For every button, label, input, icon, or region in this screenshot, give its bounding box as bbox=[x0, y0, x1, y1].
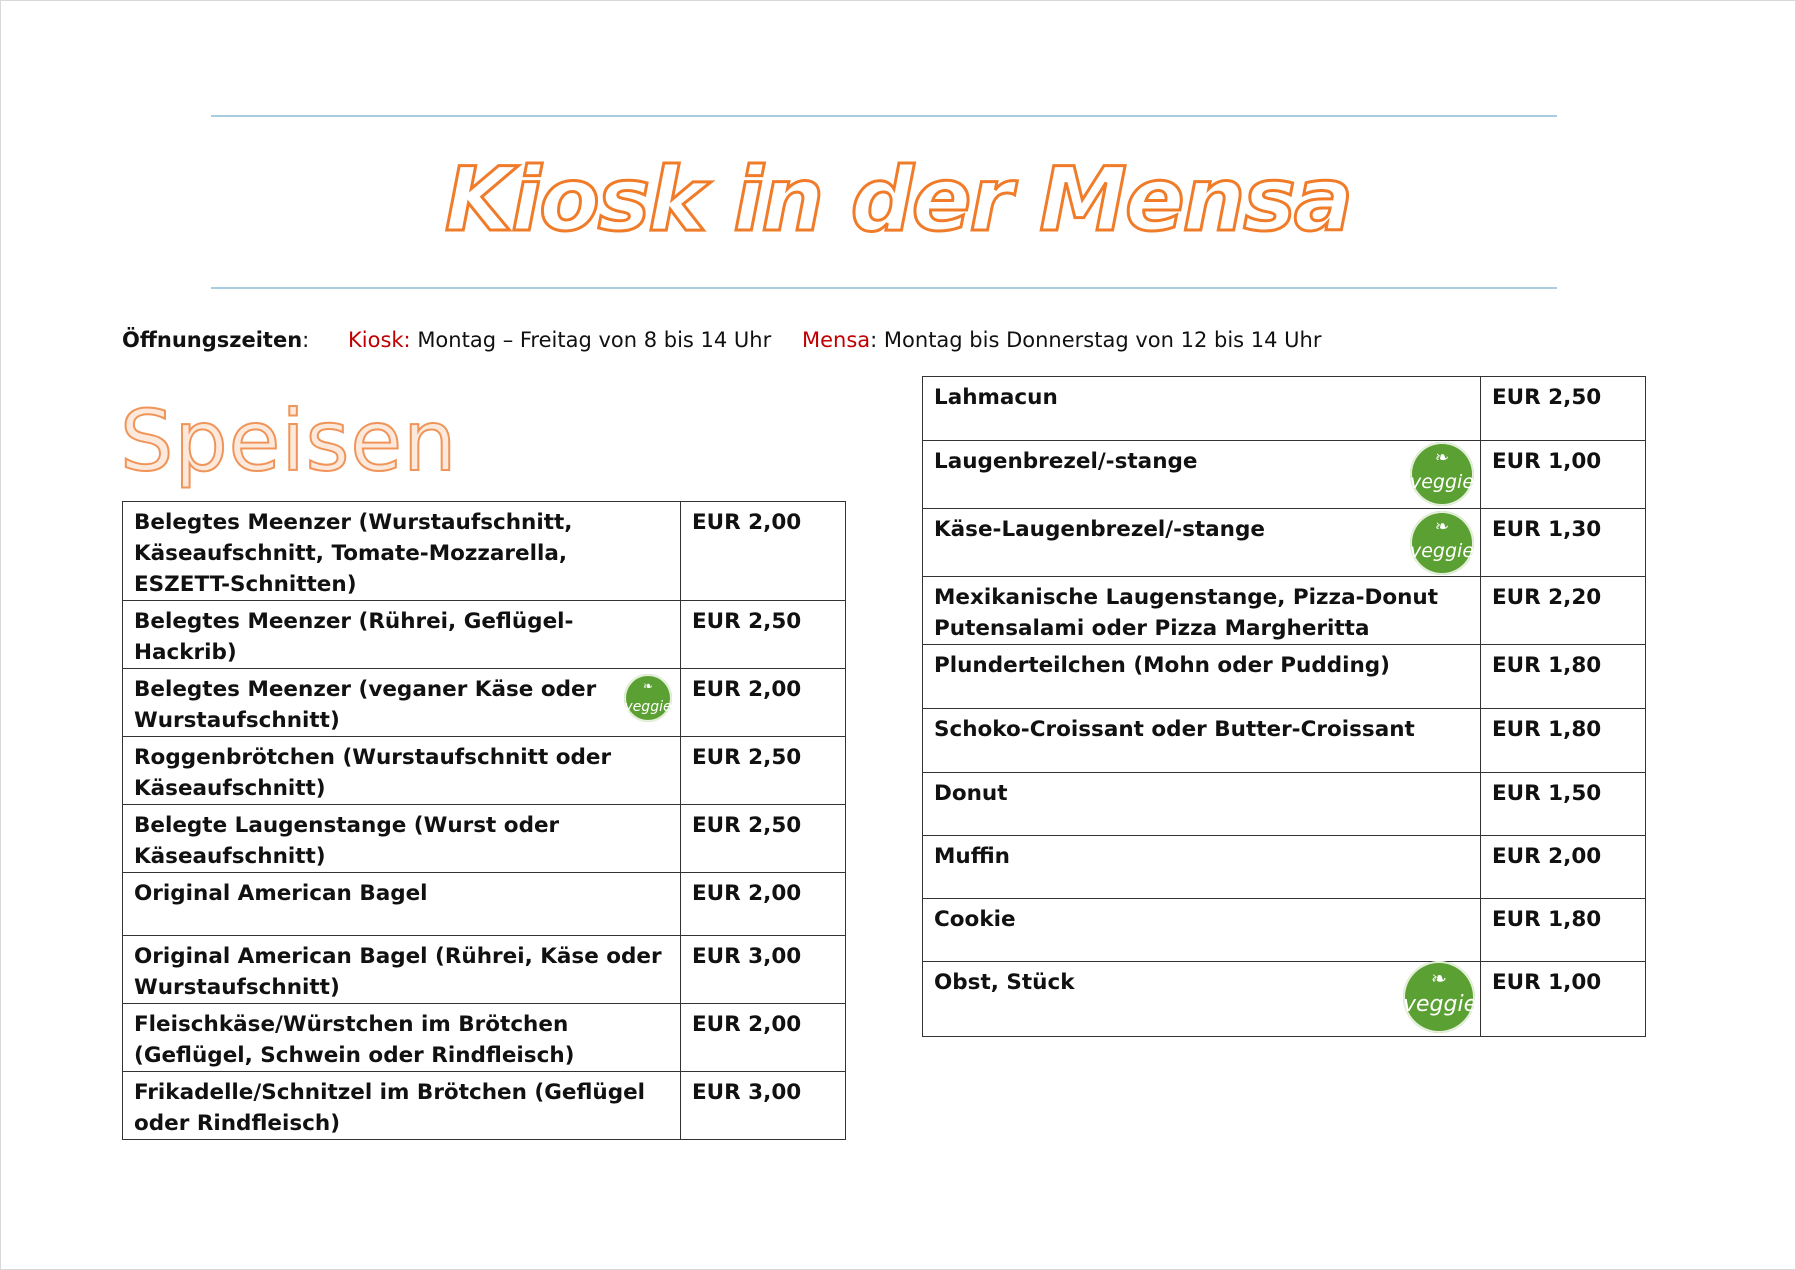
kiosk-hours-text: Montag – Freitag von 8 bis 14 Uhr bbox=[410, 328, 772, 352]
top-divider bbox=[211, 115, 1557, 117]
menu-item-price-cell bbox=[681, 805, 846, 873]
menu-item-name-cell bbox=[923, 441, 1481, 509]
veggie-badge-icon bbox=[1410, 442, 1474, 506]
menu-item-name: Original American Bagel (Rührei, Käse oder Wurstaufschnitt) bbox=[134, 944, 662, 1000]
veggie-badge-text: veggie bbox=[624, 699, 672, 715]
menu-item-price-cell bbox=[681, 873, 846, 936]
menu-item-price: EUR 2,00 bbox=[692, 1012, 802, 1037]
leaf-icon: ❧ bbox=[1431, 968, 1447, 990]
menu-item-price: EUR 2,20 bbox=[1492, 585, 1602, 610]
menu-item-price-cell bbox=[1481, 377, 1646, 441]
menu-row bbox=[123, 601, 846, 669]
veggie-badge-text: veggie bbox=[1410, 540, 1475, 562]
menu-item-name: Original American Bagel bbox=[134, 881, 428, 906]
menu-item-name: Cookie bbox=[934, 907, 1016, 932]
veggie-badge-text: veggie bbox=[1410, 471, 1475, 493]
mensa-hours-text: : Montag bis Donnerstag von 12 bis 14 Uhr bbox=[870, 328, 1322, 352]
mensa-hours-label: Mensa bbox=[802, 328, 871, 352]
menu-item-price: EUR 1,30 bbox=[1492, 517, 1602, 542]
menu-item-name-cell bbox=[923, 899, 1481, 962]
menu-row bbox=[123, 1004, 846, 1072]
menu-row bbox=[923, 377, 1646, 441]
menu-row bbox=[923, 441, 1646, 509]
menu-row bbox=[923, 899, 1646, 962]
leaf-icon: ❧ bbox=[1434, 517, 1450, 537]
menu-item-price: EUR 2,00 bbox=[692, 677, 802, 702]
veggie-badge-icon bbox=[1410, 511, 1474, 575]
menu-item-name-cell bbox=[123, 873, 681, 936]
menu-item-name: Käse-Laugenbrezel/-stange bbox=[934, 517, 1265, 542]
menu-item-price: EUR 1,80 bbox=[1492, 717, 1602, 742]
menu-item-price-cell bbox=[681, 502, 846, 601]
menu-item-name-cell bbox=[123, 669, 681, 737]
menu-item-price: EUR 2,50 bbox=[692, 813, 802, 838]
menu-item-price-cell bbox=[1481, 899, 1646, 962]
leaf-icon: ❧ bbox=[642, 679, 654, 693]
menu-item-name-cell bbox=[923, 962, 1481, 1037]
menu-item-price: EUR 2,00 bbox=[692, 510, 802, 535]
page-title: Kiosk in der Mensa bbox=[444, 148, 1352, 251]
menu-item-price-cell bbox=[1481, 709, 1646, 773]
menu-item-price-cell bbox=[1481, 773, 1646, 836]
menu-item-price-cell bbox=[1481, 962, 1646, 1037]
menu-item-name: Frikadelle/Schnitzel im Brötchen (Geflügel oder Rindfleisch) bbox=[134, 1080, 646, 1136]
menu-item-price: EUR 2,50 bbox=[692, 609, 802, 634]
menu-item-price-cell bbox=[1481, 836, 1646, 899]
menu-item-price-cell bbox=[681, 601, 846, 669]
menu-item-name-cell bbox=[123, 805, 681, 873]
menu-item-price: EUR 3,00 bbox=[692, 1080, 802, 1105]
leaf-icon: ❧ bbox=[1434, 448, 1450, 468]
menu-item-name-cell bbox=[923, 377, 1481, 441]
menu-item-price-cell bbox=[1481, 645, 1646, 709]
menu-item-name: Obst, Stück bbox=[934, 970, 1075, 995]
menu-row bbox=[123, 936, 846, 1004]
menu-item-name-cell bbox=[123, 601, 681, 669]
menu-row bbox=[923, 836, 1646, 899]
menu-row bbox=[923, 773, 1646, 836]
kiosk-hours bbox=[348, 328, 771, 352]
menu-item-name-cell bbox=[923, 773, 1481, 836]
menu-item-price: EUR 2,00 bbox=[692, 881, 802, 906]
menu-item-price: EUR 1,00 bbox=[1492, 449, 1602, 474]
veggie-badge-icon bbox=[1403, 961, 1478, 1033]
menu-item-price-cell bbox=[681, 1004, 846, 1072]
menu-item-price-cell bbox=[681, 737, 846, 805]
menu-item-price: EUR 2,50 bbox=[692, 745, 802, 770]
menu-item-price: EUR 1,80 bbox=[1492, 907, 1602, 932]
veggie-badge-icon bbox=[624, 674, 672, 722]
menu-row bbox=[123, 669, 846, 737]
menu-row bbox=[923, 645, 1646, 709]
menu-item-name: Lahmacun bbox=[934, 385, 1058, 410]
menu-item-name: Plunderteilchen (Mohn oder Pudding) bbox=[934, 653, 1390, 678]
bottom-divider bbox=[211, 287, 1557, 289]
menu-item-price: EUR 2,50 bbox=[1492, 385, 1602, 410]
menu-row bbox=[923, 577, 1646, 645]
right-menu-table bbox=[922, 376, 1646, 1037]
menu-item-name-cell bbox=[123, 502, 681, 601]
menu-item-name-cell bbox=[923, 509, 1481, 577]
menu-row bbox=[923, 962, 1646, 1037]
left-menu-table bbox=[122, 501, 846, 1140]
menu-row bbox=[923, 509, 1646, 577]
menu-item-price-cell bbox=[681, 669, 846, 737]
menu-item-name-cell bbox=[923, 836, 1481, 899]
menu-item-name-cell bbox=[123, 936, 681, 1004]
menu-row bbox=[123, 1072, 846, 1140]
menu-item-name-cell bbox=[123, 1072, 681, 1140]
menu-item-price: EUR 1,00 bbox=[1492, 970, 1602, 995]
menu-item-name: Muffin bbox=[934, 844, 1010, 869]
menu-item-name: Belegtes Meenzer (Wurstaufschnitt, Käseaufschnitt, Tomate-Mozzarella, ESZETT-Schnitten) bbox=[134, 510, 573, 597]
veggie-badge-text: veggie bbox=[1403, 992, 1478, 1017]
menu-row bbox=[123, 805, 846, 873]
menu-item-name: Mexikanische Laugenstange, Pizza-Donut Putensalami oder Pizza Margheritta bbox=[934, 585, 1439, 641]
menu-item-name: Roggenbrötchen (Wurstaufschnitt oder Käseaufschnitt) bbox=[134, 745, 612, 801]
mensa-hours bbox=[802, 328, 1321, 352]
menu-item-name-cell bbox=[123, 737, 681, 805]
section-heading-speisen: Speisen bbox=[120, 392, 458, 490]
menu-item-price-cell bbox=[1481, 577, 1646, 645]
menu-item-price-cell bbox=[681, 1072, 846, 1140]
menu-item-name-cell bbox=[923, 709, 1481, 773]
menu-item-name: Schoko-Croissant oder Butter-Croissant bbox=[934, 717, 1415, 742]
menu-item-name: Donut bbox=[934, 781, 1008, 806]
opening-hours-group bbox=[122, 328, 309, 352]
menu-item-name: Laugenbrezel/-stange bbox=[934, 449, 1198, 474]
menu-item-price: EUR 2,00 bbox=[1492, 844, 1602, 869]
menu-item-price-cell bbox=[681, 936, 846, 1004]
menu-item-price: EUR 1,80 bbox=[1492, 653, 1602, 678]
menu-item-name-cell bbox=[923, 645, 1481, 709]
menu-item-name-cell bbox=[123, 1004, 681, 1072]
menu-item-name: Belegtes Meenzer (veganer Käse oder Wurstaufschnitt) bbox=[134, 677, 597, 733]
menu-row bbox=[123, 502, 846, 601]
menu-item-price: EUR 3,00 bbox=[692, 944, 802, 969]
menu-row bbox=[123, 873, 846, 936]
menu-item-name: Belegte Laugenstange (Wurst oder Käseaufschnitt) bbox=[134, 813, 560, 869]
opening-hours-label: Öffnungszeiten bbox=[122, 328, 303, 352]
kiosk-hours-label: Kiosk: bbox=[348, 328, 411, 352]
menu-item-name-cell bbox=[923, 577, 1481, 645]
menu-item-name: Fleischkäse/Würstchen im Brötchen (Geflügel, Schwein oder Rindfleisch) bbox=[134, 1012, 575, 1068]
menu-item-price-cell bbox=[1481, 509, 1646, 577]
menu-item-price: EUR 1,50 bbox=[1492, 781, 1602, 806]
menu-row bbox=[123, 737, 846, 805]
menu-row bbox=[923, 709, 1646, 773]
menu-item-price-cell bbox=[1481, 441, 1646, 509]
opening-hours-colon: : bbox=[302, 328, 310, 352]
menu-item-name: Belegtes Meenzer (Rührei, Geflügel-Hackrib) bbox=[134, 609, 574, 665]
